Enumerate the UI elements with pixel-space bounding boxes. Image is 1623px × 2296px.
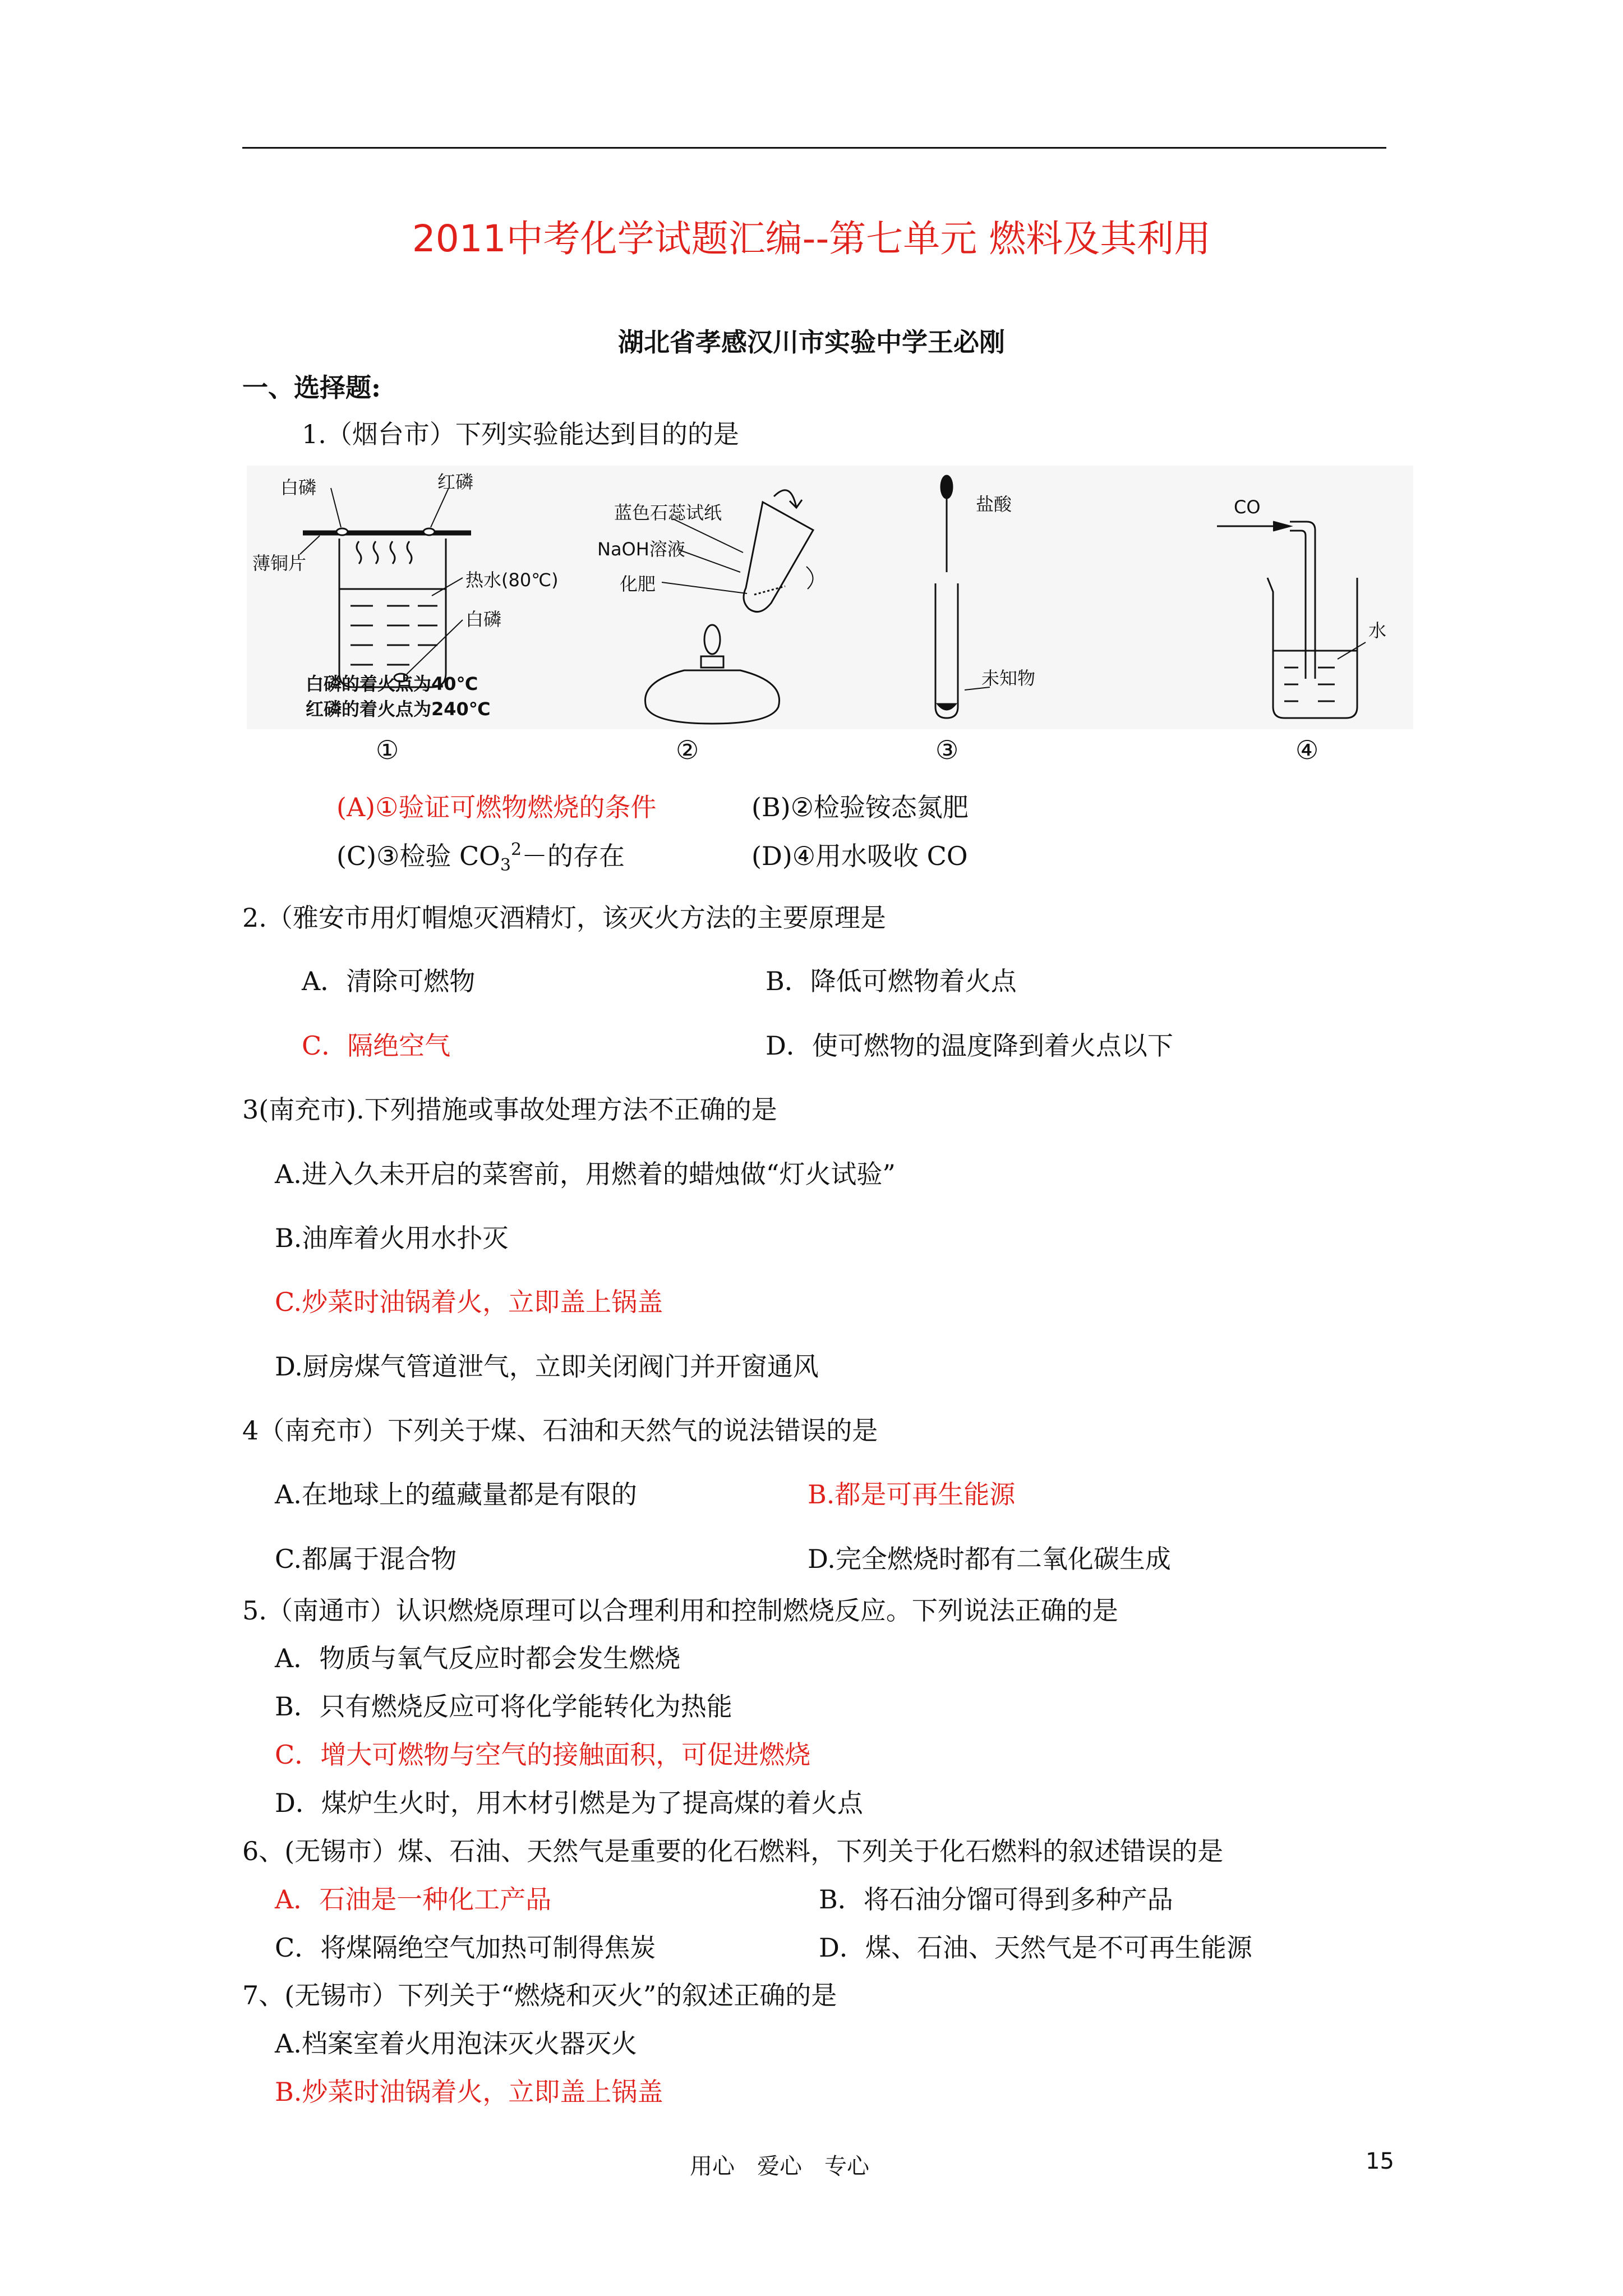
q4-stem: 4（南充市）下列关于煤、石油和天然气的说法错误的是 <box>242 1415 878 1446</box>
q4-option-b: B.都是可再生能源 <box>808 1479 1016 1510</box>
q1-apparatus-figure <box>247 466 1413 729</box>
label-fertilizer: 化肥 <box>620 573 656 595</box>
q1-option-a: (A)①验证可燃物燃烧的条件 <box>336 792 657 822</box>
q5-option-c: C．增大可燃物与空气的接触面积，可促进燃烧 <box>275 1740 811 1770</box>
q1-option-b: (B)②检验铵态氮肥 <box>751 792 969 822</box>
q3-option-c: C.炒菜时油锅着火，立即盖上锅盖 <box>275 1287 663 1317</box>
footer-motto: 用心 爱心 专心 <box>690 2154 869 2179</box>
label-ignition-note-2: 红磷的着火点为240℃ <box>306 698 491 720</box>
q1-option-c: (C)③检验 $CO_3^2-$的存在 <box>336 840 625 875</box>
label-unknown-substance: 未知物 <box>981 668 1036 689</box>
q4-option-c: C.都属于混合物 <box>275 1544 457 1574</box>
q6-option-a: A．石油是一种化工产品 <box>275 1884 552 1915</box>
label-white-phosphorus: 白磷 <box>280 477 317 498</box>
q6-option-b: B．将石油分馏可得到多种产品 <box>819 1884 1173 1915</box>
label-hot-water: 热水(80℃) <box>465 569 559 591</box>
label-co: CO <box>1234 496 1261 518</box>
label-ignition-note-1: 白磷的着火点为40℃ <box>306 673 478 694</box>
document-title: 2011中考化学试题汇编--第七单元 燃料及其利用 <box>412 217 1211 260</box>
q2-stem: 2.（雅安市用灯帽熄灭酒精灯，该灭火方法的主要原理是 <box>242 903 886 933</box>
q3-stem: 3(南充市).下列措施或事故处理方法不正确的是 <box>242 1094 777 1125</box>
q2-option-a: A．清除可燃物 <box>302 966 476 996</box>
q5-option-b: B．只有燃烧反应可将化学能转化为热能 <box>275 1691 732 1722</box>
q7-option-a: A.档案室着火用泡沫灭火器灭火 <box>275 2028 637 2059</box>
section-heading: 一、选择题: <box>242 372 381 403</box>
document-author: 湖北省孝感汉川市实验中学王必刚 <box>618 327 1005 357</box>
q7-option-b: B.炒菜时油锅着火，立即盖上锅盖 <box>275 2077 663 2107</box>
page-number: 15 <box>1366 2148 1394 2174</box>
figure-number-4: ④ <box>1295 735 1319 765</box>
q4-option-d: D.完全燃烧时都有二氧化碳生成 <box>808 1544 1171 1574</box>
q5-option-d: D．煤炉生火时，用木材引燃是为了提高煤的着火点 <box>275 1788 863 1818</box>
figure-number-3: ③ <box>935 735 959 765</box>
q3-option-b: B.油库着火用水扑灭 <box>275 1223 509 1253</box>
figure-number-1: ① <box>376 735 399 765</box>
label-litmus-paper: 蓝色石蕊试纸 <box>614 502 722 523</box>
label-water: 水 <box>1368 620 1387 641</box>
label-naoh-solution: NaOH溶液 <box>597 539 685 560</box>
q2-option-d: D．使可燃物的温度降到着火点以下 <box>766 1030 1173 1061</box>
q2-option-c: C．隔绝空气 <box>302 1030 451 1061</box>
figure-number-2: ② <box>676 735 699 765</box>
label-hydrochloric-acid: 盐酸 <box>976 494 1012 515</box>
label-white-phosphorus-2: 白磷 <box>465 609 502 630</box>
label-copper-plate: 薄铜片 <box>252 553 307 574</box>
header-rule <box>242 147 1386 149</box>
q6-stem: 6、(无锡市）煤、石油、天然气是重要的化石燃料，下列关于化石燃料的叙述错误的是 <box>242 1836 1224 1866</box>
label-red-phosphorus: 红磷 <box>437 471 474 493</box>
q5-stem: 5.（南通市）认识燃烧原理可以合理利用和控制燃烧反应。下列说法正确的是 <box>242 1595 1118 1626</box>
q3-option-a: A.进入久未开启的菜窖前，用燃着的蜡烛做“灯火试验” <box>275 1159 896 1189</box>
q4-option-a: A.在地球上的蕴藏量都是有限的 <box>275 1479 637 1510</box>
q5-option-a: A．物质与氧气反应时都会发生燃烧 <box>275 1643 681 1673</box>
q1-stem: 1.（烟台市）下列实验能达到目的的是 <box>302 419 739 449</box>
q6-option-d: D．煤、石油、天然气是不可再生能源 <box>819 1932 1252 1963</box>
q3-option-d: D.厨房煤气管道泄气，立即关闭阀门并开窗通风 <box>275 1351 819 1382</box>
q7-stem: 7、(无锡市）下列关于“燃烧和灭火”的叙述正确的是 <box>242 1980 837 2010</box>
q2-option-b: B．降低可燃物着火点 <box>766 966 1017 996</box>
q6-option-c: C．将煤隔绝空气加热可制得焦炭 <box>275 1932 656 1963</box>
q1-option-d: (D)④用水吸收 CO <box>751 841 968 871</box>
